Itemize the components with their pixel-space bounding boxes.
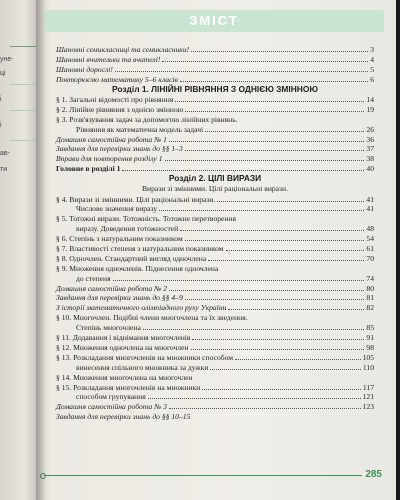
toc-entry-title: Домашня самостійна робота № 2 xyxy=(56,283,167,293)
left-page-edge xyxy=(0,0,36,500)
toc-entry-title: § 5. Тотожні вирази. Тотожність. Тотожне перетворення xyxy=(56,214,237,224)
toc-entry-title: § 3. Розв'язування задач за допомогою лінійних рівнянь. xyxy=(56,114,238,124)
toc-entry-title: § 13. Розкладання многочленів на множники способом xyxy=(56,352,234,362)
gutter-shadow xyxy=(36,0,46,500)
toc-entry-title: Вправи для повторення розділу 1 xyxy=(56,154,163,164)
toc-entry-page: 80 xyxy=(366,283,374,293)
dot-leader xyxy=(228,309,364,310)
dot-leader xyxy=(169,141,365,142)
section-1-entries xyxy=(56,94,374,173)
dot-leader xyxy=(122,170,364,171)
dot-leader xyxy=(191,51,368,52)
toc-entry xyxy=(56,392,374,402)
toc-entry xyxy=(56,362,374,372)
toc-entry xyxy=(56,213,374,223)
toc-entry-page: 81 xyxy=(366,293,374,303)
toc-entry-title: § 7. Властивості степеня з натуральним показником xyxy=(56,244,224,254)
dot-leader xyxy=(148,398,361,399)
toc-entry-page: 6 xyxy=(370,74,374,84)
toc-entry-title: способом групування xyxy=(76,392,146,402)
section-2-subtitle: Вирази зі змінними. Цілі раціональні вирази. xyxy=(141,183,289,193)
header-band xyxy=(44,10,384,32)
dot-leader xyxy=(191,349,365,350)
book-page xyxy=(36,0,396,500)
toc-entry-page: 91 xyxy=(366,333,374,343)
toc-entry-title: § 8. Одночлен. Стандартний вигляд одночлена xyxy=(56,253,207,263)
toc-entry-page: 36 xyxy=(366,134,374,144)
toc-entry-page: 105 xyxy=(362,352,374,362)
toc-entry xyxy=(56,94,374,104)
toc-entry xyxy=(56,144,374,154)
toc-entry xyxy=(56,352,374,362)
dot-leader xyxy=(169,290,365,291)
toc-entry-title: § 15. Розкладання многочленів на множники xyxy=(56,382,201,392)
toc-entry-title: З історії математичного олімпіадного руху України xyxy=(56,303,227,313)
left-fragment: ав- xyxy=(0,150,10,157)
toc-entry-page: 4 xyxy=(370,54,374,64)
page-title: ЗМІСТ xyxy=(189,13,239,28)
toc-entry xyxy=(56,163,374,173)
toc-entry-title: § 14. Множення многочлена на многочлен xyxy=(56,372,193,382)
toc-entry xyxy=(56,283,374,293)
section-1-title: Розділ 1. ЛІНІЙНІ РІВНЯННЯ З ОДНІЄЮ ЗМІННОЮ xyxy=(112,83,318,94)
toc-entry xyxy=(56,411,374,421)
toc-entry xyxy=(56,322,374,332)
toc-entry-title: § 2. Лінійне рівняння з однією змінною xyxy=(56,104,184,114)
dot-leader xyxy=(202,389,361,390)
toc-entry-page: 40 xyxy=(366,164,374,174)
toc-entry xyxy=(56,263,374,273)
dot-leader xyxy=(185,150,365,151)
toc-entry xyxy=(56,64,374,74)
toc-entry-title: Степінь многочлена xyxy=(76,323,141,333)
left-fragment: ти xyxy=(0,166,8,173)
toc-entry xyxy=(56,44,374,54)
dot-leader xyxy=(143,329,365,330)
dot-leader xyxy=(180,81,368,82)
toc-entry xyxy=(56,312,374,322)
toc-entry-title: Завдання для перевірки знань до §§ 1–3 xyxy=(56,144,183,154)
intro-entries xyxy=(56,44,374,84)
toc-entry xyxy=(56,302,374,312)
toc-entry-title: § 1. Загальні відомості про рівняння xyxy=(56,94,174,104)
dot-leader xyxy=(113,280,365,281)
toc-entry xyxy=(56,54,374,64)
dot-leader xyxy=(235,359,361,360)
toc-entry xyxy=(56,223,374,233)
toc-entry-page: 3 xyxy=(370,44,374,54)
dot-leader xyxy=(185,240,365,241)
section-2-title: Розділ 2. ЦІЛІ ВИРАЗИ xyxy=(168,173,262,184)
toc-entry-page: 41 xyxy=(366,204,374,214)
toc-entry xyxy=(56,74,374,84)
dot-leader xyxy=(169,408,361,409)
toc-entry-page: 121 xyxy=(362,392,374,402)
toc-entry-page: 123 xyxy=(362,402,374,412)
toc-entry xyxy=(56,204,374,214)
toc-entry-page: 82 xyxy=(366,303,374,313)
toc-entry-title: Шановні дорослі! xyxy=(56,64,113,74)
toc-entry-page: 85 xyxy=(366,323,374,333)
toc-entry-title: винесення спільного множника за дужки xyxy=(76,362,209,372)
toc-entry xyxy=(56,114,374,124)
toc-entry-page: 61 xyxy=(366,244,374,254)
toc-entry-title: Головне в розділі 1 xyxy=(56,164,121,174)
toc-entry-title: § 9. Множення одночленів. Піднесення одночлена xyxy=(56,263,219,273)
toc-entry-page: 41 xyxy=(366,194,374,204)
toc-entry-title: § 12. Множення одночлена на многочлен xyxy=(56,342,189,352)
dot-leader xyxy=(226,250,365,251)
toc-entry xyxy=(56,382,374,392)
toc-entry-title: Домашня самостійна робота № 3 xyxy=(56,402,167,412)
toc-entry-page: 117 xyxy=(362,382,374,392)
table-of-contents xyxy=(56,44,374,421)
toc-entry xyxy=(56,253,374,263)
toc-entry-title: виразу. Доведення тотожностей xyxy=(76,224,179,234)
toc-entry-page: 74 xyxy=(366,273,374,283)
toc-entry-page: 5 xyxy=(370,64,374,74)
toc-entry-title: Числове значення виразу xyxy=(76,204,158,214)
toc-entry-page: 38 xyxy=(366,154,374,164)
toc-entry-title: Шановні вчительки та вчителі! xyxy=(56,54,161,64)
left-fragment: ці xyxy=(0,70,6,77)
toc-entry-title: § 4. Вирази зі змінними. Цілі раціональні вирази. xyxy=(56,194,216,204)
toc-entry xyxy=(56,332,374,342)
left-fragment: і xyxy=(0,122,2,129)
toc-entry xyxy=(56,153,374,163)
dot-leader xyxy=(185,111,364,112)
dot-leader xyxy=(208,260,364,261)
left-fragment: уне- xyxy=(0,56,14,63)
toc-entry xyxy=(56,293,374,303)
dot-leader xyxy=(185,299,365,300)
toc-entry xyxy=(56,134,374,144)
left-rule xyxy=(10,140,36,141)
toc-entry-title: § 10. Многочлен. Подібні члени многочлена та їх зведення. xyxy=(56,313,248,323)
dot-leader xyxy=(175,101,364,102)
toc-entry-title: § 11. Додавання і віднімання многочленів xyxy=(56,333,191,343)
section-2-entries xyxy=(56,194,374,421)
footer-rule xyxy=(44,475,362,476)
left-fragment: і xyxy=(0,96,2,103)
dot-leader xyxy=(192,339,364,340)
dot-leader xyxy=(115,71,368,72)
toc-entry-page: 48 xyxy=(366,224,374,234)
toc-entry-title: Повторюємо математику 5–6 класів xyxy=(56,74,178,84)
toc-entry-page: 26 xyxy=(366,124,374,134)
toc-entry-page: 54 xyxy=(366,234,374,244)
toc-entry xyxy=(56,273,374,283)
toc-entry-page: 70 xyxy=(366,253,374,263)
left-rule xyxy=(10,46,36,47)
toc-entry-title: § 6. Степінь з натуральним показником xyxy=(56,234,183,244)
dot-leader xyxy=(165,160,365,161)
left-rule xyxy=(10,84,36,85)
page-number: 285 xyxy=(365,469,382,480)
toc-entry xyxy=(56,104,374,114)
dot-leader xyxy=(180,230,364,231)
dot-leader xyxy=(205,131,364,132)
toc-entry xyxy=(56,124,374,134)
toc-entry-title: Завдання для перевірки знань до §§ 10–15 xyxy=(56,412,191,422)
left-rule xyxy=(10,110,36,111)
toc-entry xyxy=(56,342,374,352)
toc-entry xyxy=(56,401,374,411)
dot-leader xyxy=(217,201,364,202)
dot-leader xyxy=(162,61,368,62)
toc-entry-title: Завдання для перевірки знань до §§ 4–9 xyxy=(56,293,183,303)
toc-entry xyxy=(56,194,374,204)
toc-entry xyxy=(56,372,374,382)
toc-entry xyxy=(56,233,374,243)
toc-entry-title: Шановні семикласниці та семикласники! xyxy=(56,44,190,54)
toc-entry-page: 14 xyxy=(366,94,374,104)
toc-entry-page: 98 xyxy=(366,342,374,352)
toc-entry-title: Рівняння як математична модель задачі xyxy=(76,124,204,134)
dot-leader xyxy=(159,210,364,211)
toc-entry-title: до степеня xyxy=(76,273,111,283)
toc-entry-title: Домашня самостійна робота № 1 xyxy=(56,134,167,144)
toc-entry-page: 37 xyxy=(366,144,374,154)
toc-entry-page: 19 xyxy=(366,104,374,114)
toc-entry-page: 110 xyxy=(362,362,374,372)
toc-entry xyxy=(56,243,374,253)
dot-leader xyxy=(210,369,360,370)
